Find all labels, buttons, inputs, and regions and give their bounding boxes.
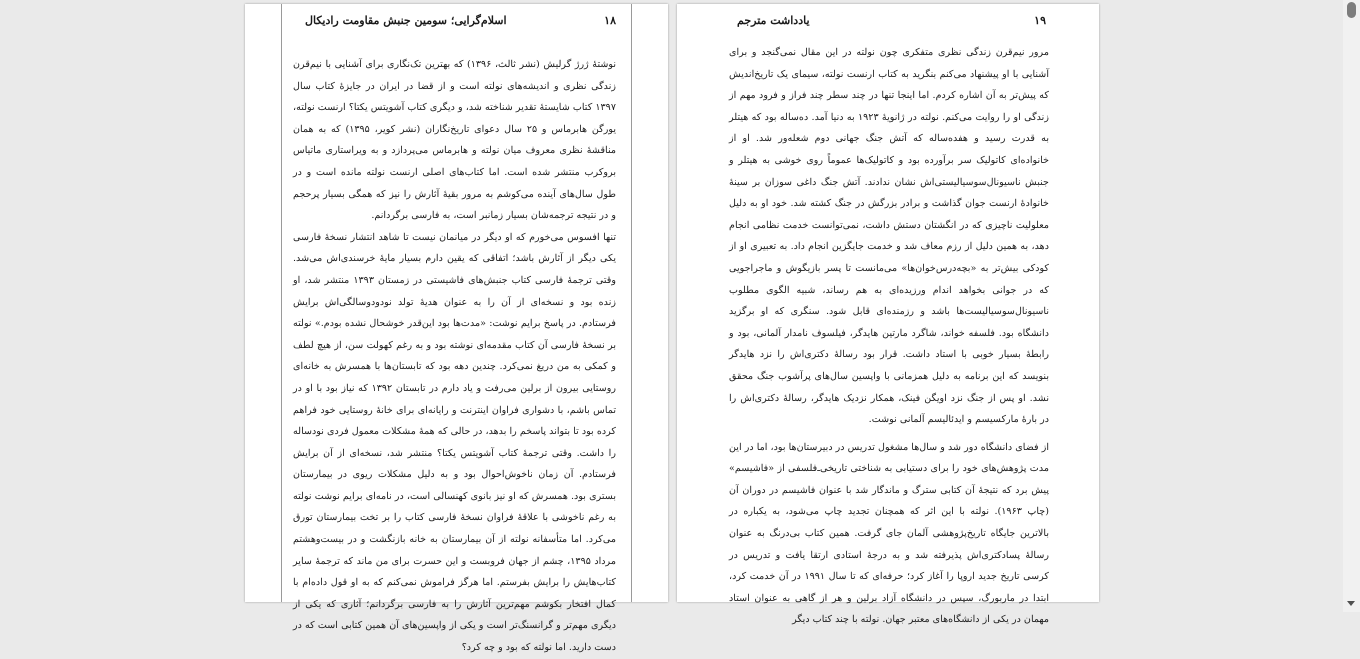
paragraph: مرور نیم‌قرن زندگی نظری متفکری چون نولته در این مقال نمی‌گنجد و برای آشنایی با او پیشنهاد می‌کنم بنگرید به کتاب ارنست نولته، سیمای یک تاریخ‌اندیش که پیش‌تر به آن اشاره کردم. اما اینجا تنها در چند سطر چند فراز و فرود مهم از زندگی او را روایت می‌کنم. نولته در ژانویهٔ ۱۹۲۳ به دنیا آمد. ده‌ساله بود که هیتلر به قدرت رسید و هفده‌ساله که آتش جنگ جهانی دوم شعله‌ور شد. او از خانواده‌ای کاتولیک سر برآورده بود و کاتولیک‌ها عموماً روی خوشی به هیتلر و جنبش ناسیونال‌سوسیالیستی‌اش نشان ندادند. آتش جنگ داغی سوزان بر سینهٔ خانوادهٔ ارنست جوان گذاشت و برادر بزرگش در جنگ کشته شد. خود او به دلیل معلولیت ناچیزی که در انگشتان دستش داشت، نمی‌توانست خدمت نظامی انجام دهد، به همین دلیل از رزم معاف شد و خدمت جایگزین انجام داد. به تعبیری او از کودکی بیش‌تر به «بچه‌درس‌خوان‌ها» می‌مانست تا پسر بازیگوش و ماجراجویی که در جوانی بخواهد اندام ورزیده‌ای به هم رساند، شبیه الگوی مطلوب ناسیونال‌سوسیالیست‌ها باشد و رزمنده‌ای قابل شود. سنگری که او برگزید دانشگاه بود. فلسفه خواند، شاگرد مارتین هایدگر، فیلسوف نامدار آلمانی، بود و رابطهٔ بسیار خوبی با استاد داشت. قرار بود رسالهٔ دکتری‌اش را نزد هایدگر بنویسد که این برنامه به دلیل همزمانی با واپسین سال‌های پرآشوب جنگ محقق نشد. او پس از جنگ نزد اویگن فینک، همکار نزدیک هایدگر، رسالهٔ دکتری‌اش را در بارهٔ مارکسیسم و ایدئالیسم آلمانی نوشت. bbox=[729, 47, 1049, 426]
running-head: یادداشت مترجم bbox=[737, 14, 810, 27]
book-page-right bbox=[677, 4, 1099, 626]
book-page-left bbox=[245, 4, 668, 654]
page-body bbox=[729, 42, 1049, 631]
margin-rule-right bbox=[631, 4, 632, 602]
page-header bbox=[305, 14, 616, 27]
scrollbar-thumb[interactable] bbox=[1347, 2, 1356, 18]
paragraph: تنها افسوس می‌خورم که او دیگر در میانمان نیست تا شاهد انتشار نسخهٔ فارسی یکی دیگر از آثارش باشد؛ اتفاقی که یقین دارم بسیار مایهٔ خرسندی‌اش می‌شد. وقتی ترجمهٔ فارسی کتاب جنبش‌های فاشیستی در زمستان ۱۳۹۳ منتشر شد، او زنده بود و نسخه‌ای از آن را به عنوان هدیهٔ تولد نودودوسالگی‌اش برایش فرستادم. در پاسخ برایم نوشت: «مدت‌ها بود این‌قدر خوشحال نشده بودم.» نولته بر نسخهٔ فارسی آن کتاب مقدمه‌ای نوشته بود و به رغم کهولت سن، از هیچ لطف و کمکی به من دریغ نمی‌کرد. چندین دهه بود که تابستان‌ها با همسرش به خانه‌ای روستایی بیرون از برلین می‌رفت و یاد دارم در تابستان ۱۳۹۲ که نیاز بود با او در تماس باشم، با دشواری فراوان اینترنت و رایانه‌ای برای خانهٔ روستایی خود فراهم کرده بود تا بتواند پاسخم را بدهد، در حالی که همهٔ مشکلات معمول فردی نودساله را داشت. وقتی ترجمهٔ کتاب آشویتس یکتا؟ منتشر شد، نسخه‌ای از آن برایش فرستادم. آن زمان ناخوش‌احوال بود و به دلیل مشکلات ریوی در بیمارستان بستری بود. همسرش که او نیز بانوی کهنسالی است، در نامه‌ای برایم نوشت نولته به رغم ناخوشی با علاقهٔ فراوان نسخهٔ فارسی کتاب را بر تخت بیمارستان تورق می‌کرد. اما متأسفانه نولته از آن بیمارستان به خانه بازنگشت و در بیست‌وهشتم مرداد ۱۳۹۵، چشم از جهان فروبست و این حسرت برای من ماند که ترجمهٔ سایر کتاب‌هایش را برایش بفرستم. اما هرگز فراموش نمی‌کنم که به او قول داده‌ام با کمال افتخار بکوشم مهم‌ترین آثارش را به فارسی برگردانم؛ آثاری که یکی از دیگری مهم‌تر و گرانسنگ‌تر است و یکی از واپسین‌های آن همین کتابی است که در دست دارید. اما نولته که بود و چه کرد؟ bbox=[293, 231, 616, 654]
margin-rule-left bbox=[281, 4, 282, 602]
running-head: اسلام‌گرایی؛ سومین جنبش مقاومت رادیکال bbox=[305, 14, 507, 27]
vertical-scrollbar[interactable] bbox=[1343, 0, 1360, 612]
paragraph: نوشتهٔ ژرژ گرلیش (نشر ثالث، ۱۳۹۶) که بهترین تک‌نگاری برای آشنایی با نیم‌قرن زندگی نظری و اندیشه‌های نولته است و از قضا در ایران در جایزهٔ کتاب سال ۱۳۹۷ کتاب شایستهٔ تقدیر شناخته شد، و دیگری کتاب آشویتس یکتا؟ ارنست نولته، یورگن هابرماس و ۲۵ سال دعوای تاریخ‌نگاران (نشر کویر، ۱۳۹۵) که به همان مناقشهٔ نظری معروف میان نولته و هابرماس می‌پردازد و به ویراستاری ماتیاس بروکرب منتشر شده است. اما کتاب‌های اصلی ارنست نولته مانده است و در طول سال‌های آینده می‌کوشم به مرور بقیهٔ آثارش را نیز که همگی بسیار پرحجم و در نتیجه ترجمه‌شان بسیار زمانبر است، به فارسی برگردانم. bbox=[293, 59, 617, 222]
paragraph: از فضای دانشگاه دور شد و سال‌ها مشغول تدریس در دبیرستان‌ها بود، اما در این مدت پژوهش‌های خود را برای دستیابی به شناختی تاریخی‌ـ‌فلسفی از «فاشیسم» پیش برد که نتیجهٔ آن کتابی سترگ و ماندگار شد با عنوان فاشیسم در دوران آن (چاپ ۱۹۶۳). نولته با این اثر که همچنان تجدید چاپ می‌شود، به یکباره در بالاترین جایگاه تاریخ‌پژوهشی آلمان جای گرفت. همین کتاب بی‌درنگ به عنوان رسالهٔ پسادکتری‌اش پذیرفته شد و به درجهٔ استادی ارتقا یافت و تدریس در کرسی تاریخ جدید اروپا را آغاز کرد؛ حرفه‌ای که تا سال ۱۹۹۱ در آن خدمت کرد، ابتدا در ماربورگ، سپس در دانشگاه آزاد برلین و هر از گاهی به عنوان استاد مهمان در یکی از دانشگاه‌های معتبر جهان. نولته با چند کتاب دیگر bbox=[729, 441, 1049, 626]
scroll-down-arrow-icon[interactable] bbox=[1347, 601, 1355, 606]
page-number: ۱۸ bbox=[604, 14, 616, 27]
page-body bbox=[293, 54, 616, 659]
page-number: ۱۹ bbox=[1034, 14, 1046, 27]
page-header bbox=[737, 14, 1046, 27]
